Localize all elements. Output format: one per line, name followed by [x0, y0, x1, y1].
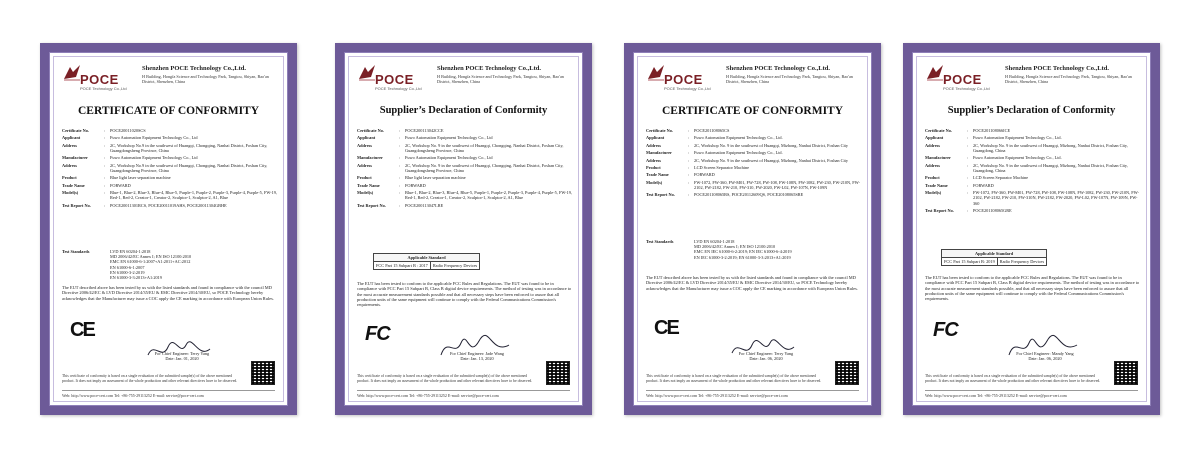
test-standards-list: LVD EN 60204-1:2018 MD 2006/42/EC Annex I; EN ISO 12100:2010 EMC EN IEC 61000-6-2:2019; EN IEC 61000-6-4:2019 EN IEC 61000-3-2:2019; EN 61000-3-3:2013+A1:2019	[694, 239, 792, 260]
field-row: Trade Name : FORWARD	[357, 183, 572, 188]
field-value: POCE201108065RS, POCE20112609QS, POCE20108065SRE	[694, 192, 804, 198]
field-value: POCE20011301RCS, POCE20011019AHS, POCE20011304GBHE	[110, 202, 227, 208]
poce-logo-icon	[646, 63, 666, 83]
field-row: Product : LCD Screen Separator Machine	[925, 175, 1140, 180]
field-value: Fuwo Automation Equipment Technology Co., Ltd	[110, 135, 198, 141]
ce-mark: CE	[654, 317, 678, 339]
fcc-mark: FC	[365, 323, 390, 345]
field-label: Trade Name	[646, 172, 669, 178]
certificate-frame	[49, 52, 288, 406]
field-value: FW-1072, FW-360, FW-M01, FW-728, FW-108, FW-108N, FW-1082, FW-230, FW-210N, FW-2102, FW-2182, FW-210, FW-310N, FW-2182, FW-2020, FW-L02, FW-107N, FW-109N, FW-360	[973, 190, 1139, 206]
test-standards-list: LVD EN 60204-1:2018 MD 2006/42/EC Annex I; EN ISO 12100:2010 EMC EN 61000-6-1:2007+A1:2011+AC:2012 EN 61000-6-1:2007 EN 61000-3-2:2019 EN 61000-3-3:2013+A1:2019	[110, 249, 192, 281]
field-label: Model(s)	[62, 190, 79, 196]
field-label: Product	[62, 175, 77, 181]
company-address: H Building, Hongfa Science and Technology Park, Tangtou, Shiyan, Bao'an District, Shenzhen, China	[437, 74, 564, 84]
certificate-3	[624, 43, 881, 415]
field-label: Trade Name	[62, 182, 85, 188]
conformity-statement: The EUT described above has been tested by us with the listed standards and found in compliance with the council MD Directive 2006/42/EC & LVD Directive 2014/35/EU & EMC Directive 2014/30/EU, so POCE Technology hereby acknowledges that the Manufacturer may issue a COC apply the CE marking in accordance with European Union Rules.	[646, 275, 858, 291]
field-label: Manufacturer	[357, 155, 383, 161]
field-row: Address : 2C, Workshop No. 9 in the southwest of Huangqi, Chongqing, Nanhai District, Foshan City, Guangdongsheng Province, China	[357, 143, 572, 153]
footer-disclaimer: This certificate of conformity is based on a single evaluation of the submitted sample(s) of the above mentioned product. It does not imply an assessment of the whole production and other relevant directives have to be observed.	[646, 374, 822, 383]
field-row: Model(s) : Blue-1, Blue-2, Blue-3, Blue-4, Blue-5, Purple-1, Purple-2, Purple-3, Purple-4, Purple-5, FW-19, Red-1, Red-2, Creator-1, Creator-2, Sculptor-1, Sculptor-2, A1, Blue	[62, 190, 277, 201]
field-value: Fuwo Automation Equipment Technology Co., Ltd	[110, 155, 198, 161]
field-label: Test Report No.	[62, 202, 91, 208]
certificate-frame	[633, 52, 872, 406]
field-label: Address	[62, 162, 77, 168]
field-label: Manufacturer	[646, 150, 672, 156]
conformity-statement: The EUT has been tested to conform to the applicable FCC Rules and Regulations. The EUT was found to be in compliance with FCC Part 15 Subpart B, Class B digital device requirements. The method of testing was in accordance to the most accurate measurement standards possible and that all necessary steps have been enforced to assure that all production units of the same equipment will continue to comply with the Federal Communications Commission's requirements.	[357, 281, 572, 308]
certificate-fields	[646, 128, 861, 200]
contact-line: Web: http://www.poce-cert.com Tel: +86-755-29113252 E-mail: service@poce-cert.com	[925, 390, 1138, 398]
field-row: Manufacturer : Fuwo Automation Equipment Technology Co., Ltd.	[925, 155, 1140, 160]
field-row: Trade Name : FORWARD	[646, 172, 861, 177]
field-row: Address : 2C, Workshop No. 9 in the southwest of Huangqi, Mizhong, Nanhai District, Foshan City, Guangdong, China	[925, 143, 1140, 153]
field-value: Blue light laser separation machine	[110, 175, 171, 181]
field-row: Manufacturer : Fuwo Automation Equipment Technology Co., Ltd	[62, 155, 277, 160]
field-row: Address : 2C, Workshop No. 9 in the southwest of Huangqi, Chongqing, Nanhai District, Foshan City, Guangdongsheng Province, China	[357, 163, 572, 173]
standards-table	[941, 249, 1047, 266]
field-label: Test Report No.	[646, 192, 675, 198]
field-value: 2C, Workshop No. 9 in the southwest of Huangqi, Chongqing, Nanhai District, Foshan City, Guangdongsheng Province, China	[405, 162, 564, 173]
field-label: Model(s)	[357, 190, 374, 196]
standards-table	[373, 253, 480, 270]
logo-word: POCE	[375, 72, 414, 87]
qr-code	[546, 361, 570, 385]
field-label: Test Report No.	[357, 202, 386, 208]
field-row: Address : 2C, Workshop No. 9 in the southwest of Huangqi, Mizhong, Nanhai District, Foshan City, Guangdong, China	[925, 163, 1140, 173]
field-label: Product	[925, 175, 940, 181]
table-header: Applicable Standard	[374, 254, 480, 262]
field-row: Address : 2C, Workshop No. 9 in the southwest of Huangqi, Mizhong, Nanhai District, Foshan City	[646, 143, 861, 148]
field-row: Manufacturer : Fuwo Automation Equipment Technology Co., Ltd	[357, 155, 572, 160]
field-label: Certificate No.	[357, 128, 384, 133]
table-cell: Radio Frequency Devices	[430, 262, 479, 270]
field-value: Fuwo Automation Equipment Technology Co., Ltd.	[973, 155, 1062, 161]
field-row: Test Report No. : POCE201108065RS, POCE20112609QS, POCE20108065SRE	[646, 192, 861, 197]
field-label: Applicant	[925, 135, 944, 141]
logo-subtitle: POCE Technology Co.,Ltd	[80, 86, 127, 91]
table-row	[942, 258, 1047, 266]
signer: For Chief Engineer: Mandy Yang Date: Jan. 06, 2020	[1016, 351, 1074, 361]
logo-word: POCE	[80, 72, 119, 87]
certificate-fields	[357, 128, 572, 210]
field-label: Address	[357, 162, 372, 168]
field-row: Address : 2C, Workshop No.9 in the southwest of Huangqi, Chongqing, Nanhai District, Foshan City, Guangdongsheng Province, China	[62, 143, 277, 153]
field-label: Applicant	[646, 135, 665, 141]
field-label: Address	[62, 142, 77, 148]
field-value: Fuwo Automation Equipment Technology Co., Ltd.	[694, 135, 783, 141]
certificate-title: CERTIFICATE OF CONFORMITY	[77, 105, 260, 117]
field-row: Applicant : Fuwo Automation Equipment Technology Co., Ltd.	[925, 135, 1140, 140]
contact-line: Web: http://www.poce-cert.com Tel: +86-755-29113252 E-mail: service@poce-cert.com	[62, 390, 275, 398]
fcc-mark: FC	[933, 319, 958, 341]
field-value: Fuwo Automation Equipment Technology Co., Ltd.	[973, 135, 1062, 141]
field-row: Product : LCD Screen Separator Machine	[646, 165, 861, 170]
field-label: Address	[357, 142, 372, 148]
signer: For Chief Engineer: Jade Wang Date: Jan. 13, 2020	[450, 351, 504, 361]
certificate-frame	[344, 52, 583, 406]
footer-disclaimer: This certificate of conformity is based on a single evaluation of the submitted sample(s) of the above mentioned product. It does not imply an assessment of the whole production and other relevant directives have to be observed.	[925, 374, 1101, 383]
table-cell: FCC Part 15 Subpart B: 2019	[942, 258, 998, 266]
field-row: Address : 2C, Workshop No.9 in the southwest of Huangqi, Chongqing, Nanhai District, Foshan City, Guangdongsheng Province, China	[62, 163, 277, 173]
field-value: 2C, Workshop No.9 in the southwest of Huangqi, Chongqing, Nanhai District, Foshan City, Guangdongsheng Province, China	[110, 142, 268, 153]
field-value: POCE201108065CS	[694, 128, 730, 133]
field-value: POCE200113047LRE	[405, 202, 444, 208]
logo-word: POCE	[943, 72, 982, 87]
poce-logo-icon	[62, 63, 82, 83]
field-row: Test Report No. : POCE20011301RCS, POCE20011019AHS, POCE20011304GBHE	[62, 203, 277, 208]
field-row: Trade Name : FORWARD	[925, 183, 1140, 188]
qr-code	[835, 361, 859, 385]
company-address: H Building, Hongfa Science and Technology Park, Tangtou, Shiyan, Bao'an District, Shenzhen, China	[1005, 74, 1132, 84]
footer-disclaimer: This certificate of conformity is based on a single evaluation of the submitted sample(s) of the above mentioned product. It does not imply an assessment of the whole production and other relevant directives have to be observed.	[357, 374, 533, 383]
field-row: Certificate No. : POCE201108066ICE	[925, 128, 1140, 133]
field-row: Certificate No. : POCE20011020SCS	[62, 128, 277, 133]
certificate-title: CERTIFICATE OF CONFORMITY	[661, 105, 844, 117]
certificate-frame	[912, 52, 1151, 406]
field-row: Model(s) : FW-1072, FW-360, FW-M01, FW-728, FW-108, FW-108N, FW-1082, FW-230, FW-210N, FW-2102, FW-2182, FW-210, FW-310N, FW-2182, FW-2020, FW-L02, FW-107N, FW-109N, FW-360	[925, 190, 1139, 206]
logo-subtitle: POCE Technology Co.,Ltd	[664, 86, 711, 91]
certificate-title: Supplier’s Declaration of Conformity	[379, 105, 548, 116]
field-value: 2C, Workshop No. 9 in the southwest of Huangqi, Chongqing, Nanhai District, Foshan City, Guangdongsheng Province, China	[405, 142, 564, 153]
field-value: FORWARD	[110, 182, 131, 188]
field-label: Product	[646, 164, 661, 170]
field-value: 2C, Workshop No. 9 in the southwest of Huangqi, Mizhong, Nanhai District, Foshan City, Guangdong, China	[973, 142, 1128, 153]
table-cell: FCC Part 15 Subpart B : 2017	[374, 262, 431, 270]
field-label: Certificate No.	[62, 128, 89, 133]
field-value: LCD Screen Separator Machine	[973, 175, 1029, 181]
field-label: Trade Name	[925, 182, 948, 188]
field-label: Address	[925, 162, 940, 168]
company-name: Shenzhen POCE Technology Co.,Ltd.	[726, 65, 831, 72]
field-label: Certificate No.	[925, 128, 952, 133]
company-name: Shenzhen POCE Technology Co.,Ltd.	[142, 65, 247, 72]
field-value: 2C, Workshop No. 9 in the southwest of Huangqi, Mizhong, Nanhai District, Foshan City	[694, 142, 849, 148]
field-row: Manufacturer : Fuwo Automation Equipment Technology Co., Ltd.	[646, 150, 861, 155]
field-label: Applicant	[62, 135, 81, 141]
field-label: Test Report No.	[925, 207, 954, 213]
test-standards	[646, 239, 861, 260]
field-value: Blue-1, Blue-2, Blue-3, Blue-4, Blue-5, Purple-1, Purple-2, Purple-3, Purple-4, Purple-5, FW-19, Red-1, Red-2, Creator-1, Creator-2, Sculptor-1, Sculptor-2, A1, Blue	[405, 190, 572, 201]
field-value: LCD Screen Separator Machine	[694, 164, 750, 170]
test-standards-label: Test Standards	[62, 249, 90, 254]
field-row: Model(s) : FW-1072, FW-360, FW-M01, FW-728, FW-108, FW-108N, FW-1082, FW-230, FW-210N, FW-2102, FW-2182, FW-210, FW-310, FW-2020, FW-L02, FW-107N, FW-109N	[646, 179, 860, 190]
logo-word: POCE	[664, 72, 703, 87]
field-value: Fuwo Automation Equipment Technology Co., Ltd	[405, 135, 493, 141]
ce-mark: CE	[70, 319, 94, 341]
field-row: Product : Blue light laser separation machine	[357, 175, 572, 180]
field-row: Product : Blue light laser separation machine	[62, 175, 277, 180]
poce-logo	[357, 63, 427, 93]
field-label: Manufacturer	[925, 155, 951, 161]
field-label: Model(s)	[646, 179, 663, 185]
field-label: Trade Name	[357, 182, 380, 188]
field-value: Fuwo Automation Equipment Technology Co., Ltd	[405, 155, 493, 161]
field-label: Applicant	[357, 135, 376, 141]
field-row: Address : 2C, Workshop No. 9 in the southwest of Huangqi, Mizhong, Nanhai District, Foshan City	[646, 158, 861, 163]
certificate-fields	[62, 128, 277, 210]
footer-disclaimer: This certificate of conformity is based on a single evaluation of the submitted sample(s) of the above mentioned product. It does not imply an assessment of the whole production and other relevant directives have to be observed.	[62, 374, 238, 383]
conformity-statement: The EUT described above has been tested by us with the listed standards and found in compliance with the council MD Directive 2006/42/EC & LVD Directive 2014/35/EU & EMC Directive 2014/30/EU, so POCE Technology hereby acknowledges that the Manufacturer may issue a COC apply the CE marking in accordance with European Union Rules.	[62, 285, 274, 301]
field-value: Fuwo Automation Equipment Technology Co., Ltd.	[694, 150, 783, 156]
table-header: Applicable Standard	[942, 250, 1047, 258]
field-label: Manufacturer	[62, 155, 88, 161]
contact-line: Web: http://www.poce-cert.com Tel: +86-755-29113252 E-mail: service@poce-cert.com	[357, 390, 570, 398]
conformity-statement: The EUT has been tested to conform to the applicable FCC Rules and Regulations. The EUT was found to be in compliance with FCC Part 15 Subpart B, Class B digital device requirements. The method of testing was in accordance to the most accurate measurement standards possible, and that all necessary steps have been enforced to assure that all production units of the same equipment will continue to comply with the Federal Communications Commission's requirements.	[925, 275, 1140, 302]
field-label: Model(s)	[925, 190, 942, 196]
signer: For Chief Engineer: Terry Yang Date: Jan. 06, 2020	[738, 351, 794, 361]
field-row: Certificate No. : POCE200113042CCE	[357, 128, 572, 133]
poce-logo-icon	[925, 63, 945, 83]
logo-subtitle: POCE Technology Co.,Ltd	[375, 86, 422, 91]
field-value: POCE20011020SCS	[110, 128, 146, 133]
field-row: Applicant : Fuwo Automation Equipment Technology Co., Ltd	[357, 135, 572, 140]
field-value: POCE201108065GRE	[973, 207, 1012, 213]
field-value: FORWARD	[694, 172, 715, 178]
table-row	[374, 262, 480, 270]
company-name: Shenzhen POCE Technology Co.,Ltd.	[437, 65, 542, 72]
field-value: POCE200113042CCE	[405, 128, 444, 133]
field-value: POCE201108066ICE	[973, 128, 1011, 133]
field-value: 2C, Workshop No.9 in the southwest of Huangqi, Chongqing, Nanhai District, Foshan City, Guangdongsheng Province, China	[110, 162, 268, 173]
field-row: Applicant : Fuwo Automation Equipment Technology Co., Ltd.	[646, 135, 861, 140]
poce-logo	[925, 63, 995, 93]
field-value: FORWARD	[405, 182, 426, 188]
contact-line: Web: http://www.poce-cert.com Tel: +86-755-29113252 E-mail: service@poce-cert.com	[646, 390, 859, 398]
field-row: Applicant : Fuwo Automation Equipment Technology Co., Ltd	[62, 135, 277, 140]
poce-logo	[646, 63, 716, 93]
logo-subtitle: POCE Technology Co.,Ltd	[943, 86, 990, 91]
field-row: Trade Name : FORWARD	[62, 183, 277, 188]
table-cell: Radio Frequency Devices	[997, 258, 1046, 266]
field-row: Test Report No. : POCE200113047LRE	[357, 203, 572, 208]
test-standards	[62, 249, 277, 280]
field-label: Address	[646, 157, 661, 163]
field-label: Certificate No.	[646, 128, 673, 133]
qr-code	[251, 361, 275, 385]
field-value: FORWARD	[973, 182, 994, 188]
company-address: H Building, Hongfa Science and Technology Park, Tangtou, Shiyan, Bao'an District, Shenzhen, China	[726, 74, 853, 84]
certificate-title: Supplier’s Declaration of Conformity	[947, 105, 1116, 116]
field-value: 2C, Workshop No. 9 in the southwest of Huangqi, Mizhong, Nanhai District, Foshan City	[694, 157, 849, 163]
test-standards-label: Test Standards	[646, 239, 674, 244]
field-value: 2C, Workshop No. 9 in the southwest of Huangqi, Mizhong, Nanhai District, Foshan City, Guangdong, China	[973, 162, 1128, 173]
poce-logo	[62, 63, 132, 93]
field-value: FW-1072, FW-360, FW-M01, FW-728, FW-108, FW-108N, FW-1082, FW-230, FW-210N, FW-2102, FW-2182, FW-210, FW-310, FW-2020, FW-L02, FW-107N, FW-109N	[694, 179, 860, 190]
qr-code	[1114, 361, 1138, 385]
field-value: Blue-1, Blue-2, Blue-3, Blue-4, Blue-5, Purple-1, Purple-2, Purple-3, Purple-4, Purple-5, FW-19, Red-1, Red-2, Creator-1, Creator-2, Sculptor-1, Sculptor-2, A1, Blue	[110, 190, 277, 201]
certificate-2	[335, 43, 592, 415]
field-value: Blue light laser separation machine	[405, 175, 466, 181]
field-row: Certificate No. : POCE201108065CS	[646, 128, 861, 133]
certificate-4	[903, 43, 1160, 415]
signer: For Chief Engineer: Terry Yang Date: Jan. 01, 2020	[154, 351, 210, 361]
field-label: Address	[925, 142, 940, 148]
field-row: Model(s) : Blue-1, Blue-2, Blue-3, Blue-4, Blue-5, Purple-1, Purple-2, Purple-3, Purple-4, Purple-5, FW-19, Red-1, Red-2, Creator-1, Creator-2, Sculptor-1, Sculptor-2, A1, Blue	[357, 190, 572, 201]
certificate-1	[40, 43, 297, 415]
field-label: Address	[646, 142, 661, 148]
poce-logo-icon	[357, 63, 377, 83]
field-label: Product	[357, 175, 372, 181]
company-address: H Building, Hongfa Science and Technology Park, Tangtou, Shiyan, Bao'an District, Shenzhen, China	[142, 74, 269, 84]
certificate-fields	[925, 128, 1140, 215]
field-row: Test Report No. : POCE201108065GRE	[925, 208, 1140, 213]
company-name: Shenzhen POCE Technology Co.,Ltd.	[1005, 65, 1110, 72]
